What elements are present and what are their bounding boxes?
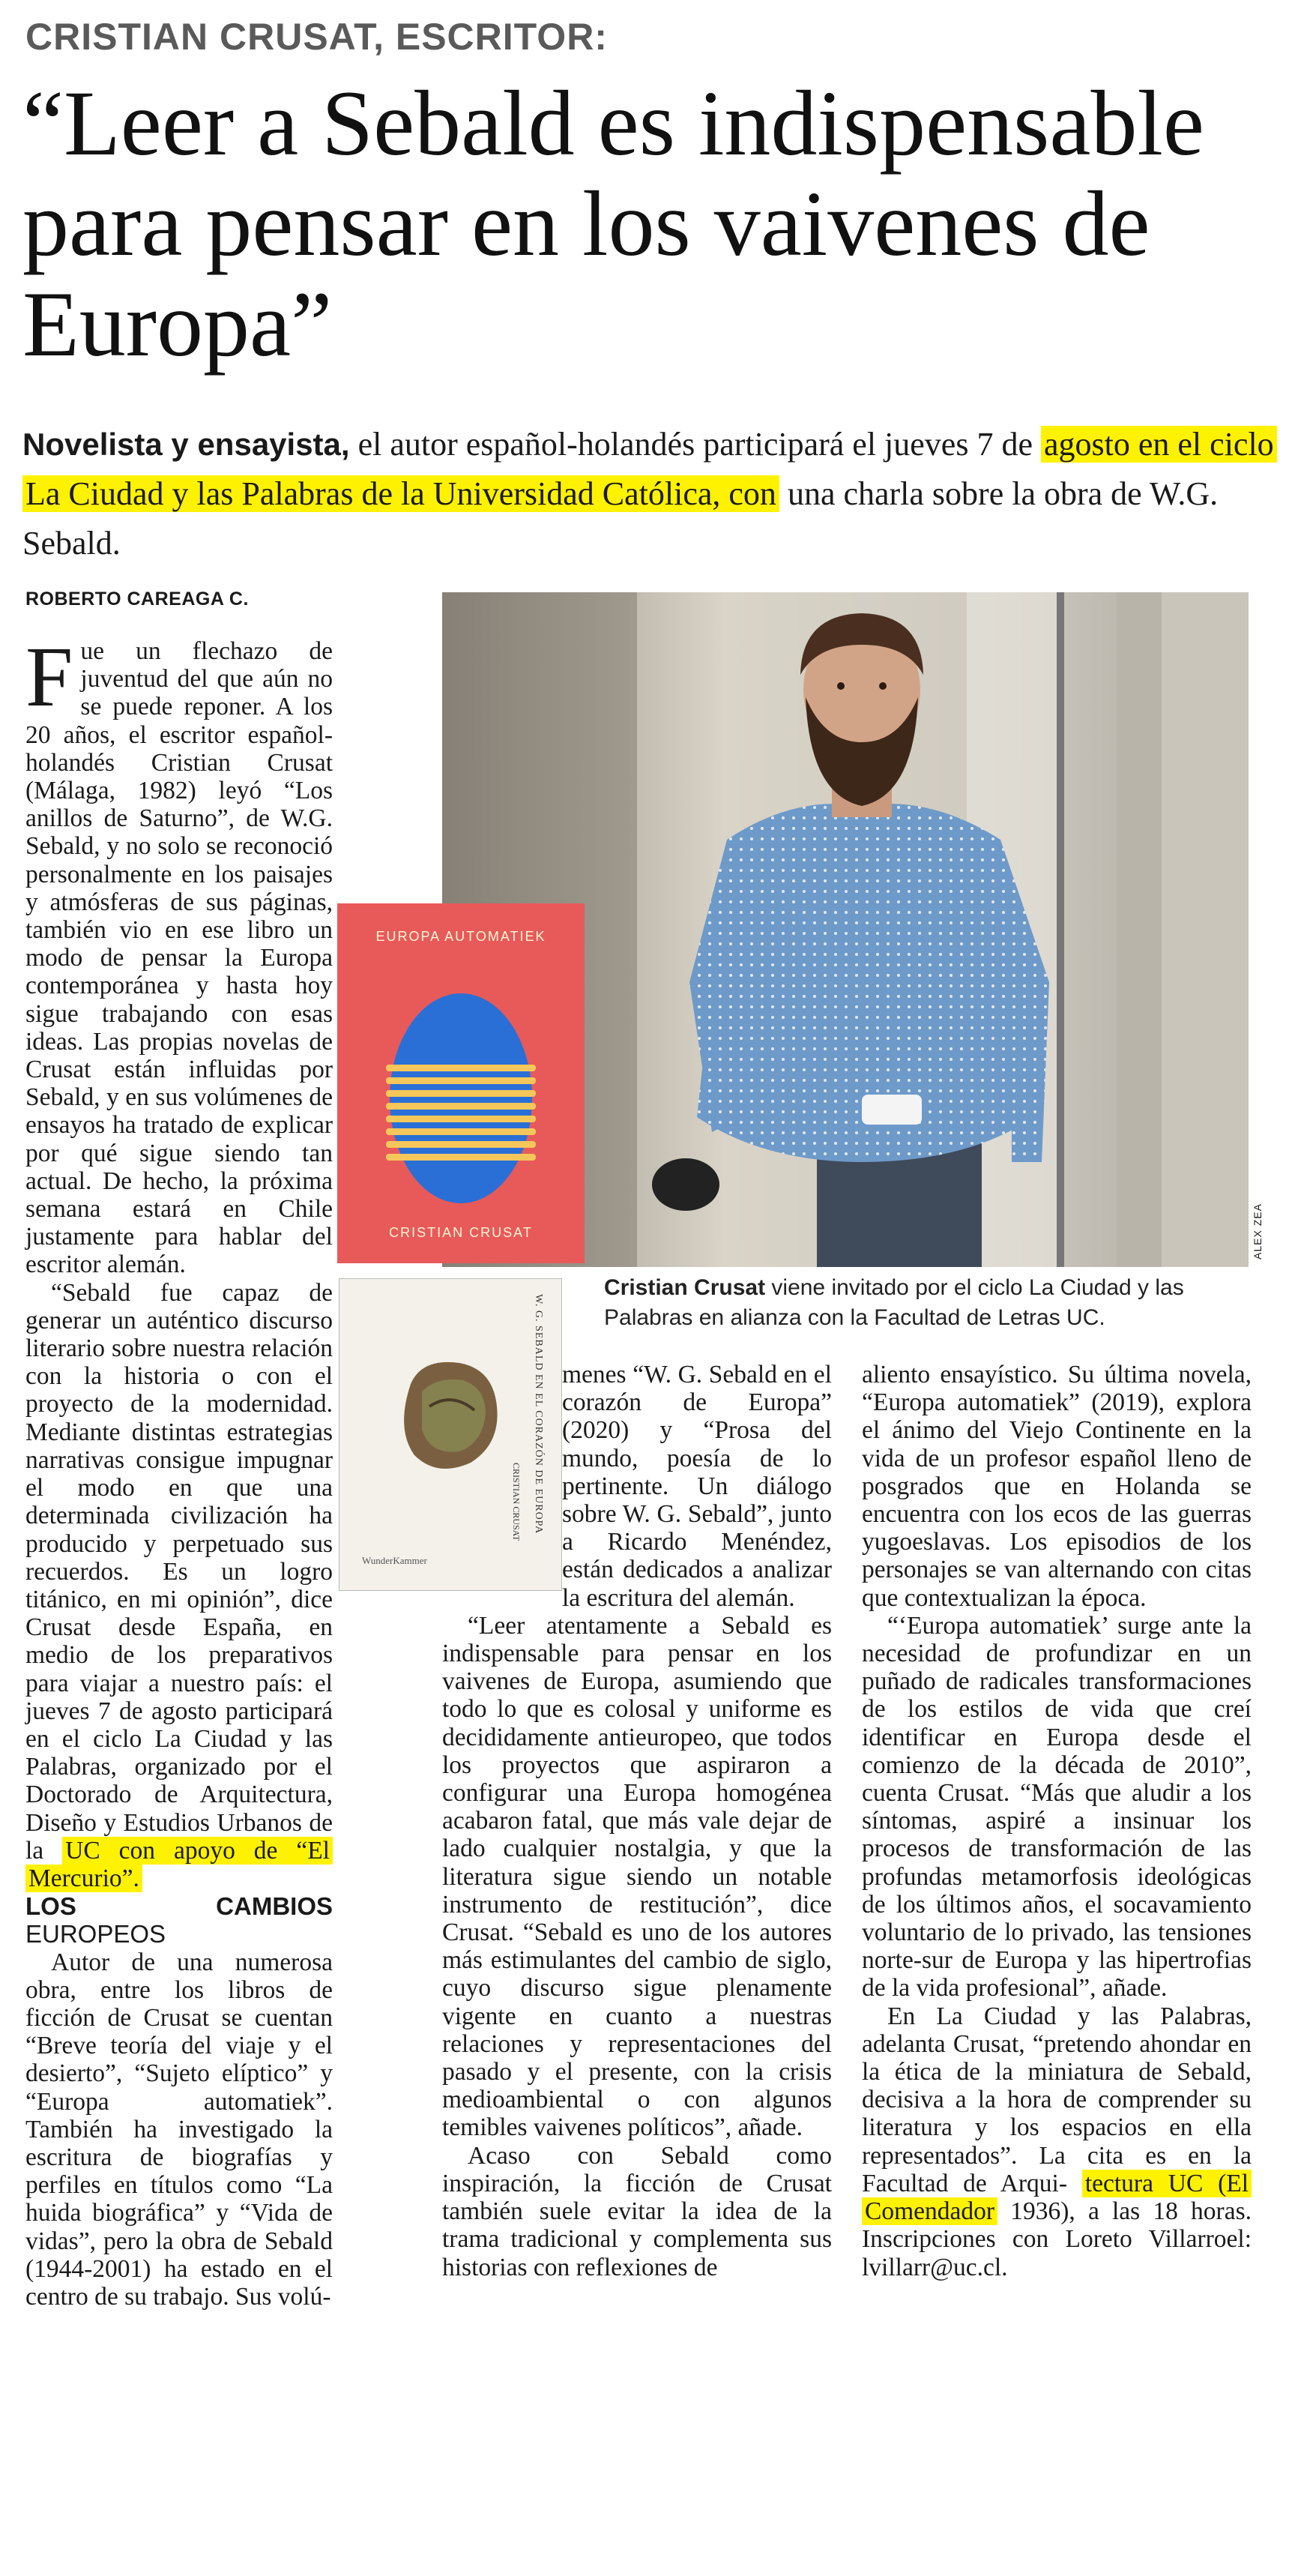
- col1-paragraph-1: ue un flechazo de juventud del que aún no se puede reponer. A los 20 años, el escritor español-holandés Cristian Crusat (Málaga, 1982) leyó “Los anillos de Saturno”, de W.G. Sebald, y no solo se reconoció personalmente en los paisajes y atmósferas de sus páginas, también vio en ese libro un modo de pensar la Europa contemporánea y hasta hoy sigue trabajando con esas ideas. Las propias novelas de Crusat están influidas por Sebald, y en sus volúmenes de ensayos ha tratado de explicar por qué sigue siendo tan actual. De hecho, la próxima semana estará en Chile justamente para hablar del escritor alemán.: [25, 637, 333, 1279]
- column-3: [862, 1361, 1252, 2281]
- book-cover-europa-automatiek: [337, 903, 585, 1263]
- kicker: CRISTIAN CRUSAT, ESCRITOR:: [25, 16, 608, 58]
- book2-author: CRISTIAN CRUSAT: [511, 1463, 522, 1541]
- caption-name: Cristian Crusat: [604, 1275, 766, 1300]
- col1-paragraph-2: “Sebald fue capaz de generar un auténtico discurso literario sobre nuestra relación con la historia o con el proyecto de la modernidad. Mediante distintas estrategias narrativas consigue impugnar el modo en que una determinada civilización ha producido y perpetuado sus recuerdos. Es un logro titánico, en mi opinión”, dice Crusat desde España, en medio de los preparativos para viajar a nuestro país: el jueves 7 de agosto participará en el ciclo La Ciudad y las Palabras, organizado por el Doctorado de Arquitectura, Diseño y Estudios Urbanos de la UC con apoyo de “El Mercurio”.: [25, 1278, 333, 1892]
- headline: “Leer a Sebald es indispensable para pensar en los vaivenes de Europa”: [22, 72, 1204, 376]
- col3-paragraph-3: En La Ciudad y las Palabras, adelanta Crusat, “pretendo ahondar en la ética de la miniatura de Sebald, decisiva a la hora de comprender su literatura y los espacios en ella representados”. La cita es en la Facultad de Arqui- tectura UC (El Comendador 1936), a las 18 horas. Inscripciones con Loreto Villarroel: lvillarr@uc.cl.: [862, 2002, 1252, 2281]
- byline: ROBERTO CAREAGA C.: [25, 589, 249, 610]
- deck-text-end: una charla sobre la obra de W.G. Sebald.: [22, 475, 1219, 562]
- col2-paragraph-3: Acaso con Sebald como inspiración, la ficción de Crusat también suele evitar la idea de la trama tradicional y complementa sus historias con reflexiones de: [442, 2141, 832, 2281]
- dropcap: F: [25, 629, 73, 724]
- col2-paragraph-2: “Leer atentamente a Sebald es indispensable para pensar en los vaivenes de Europa, asumiendo que todo lo que es colosal y uniforme es decididamente antieuropeo, que todos los proyectos que aspiraron a configurar una Europa homogénea acabaron fatal, que más vale dejar de lado cualquier nostalgia, y que la literatura sigue siendo un notable instrumento de restitución”, dice Crusat. “Sebald es uno de los autores más estimulantes del cambio de siglo, cuyo discurso sigue plenamente vigente en cuanto a nuestras relaciones y representaciones del pasado y el presente, con la crisis medioambiental o con algunos temibles vaivenes políticos”, añade.: [442, 1611, 832, 2142]
- column-1-top: [25, 629, 333, 2311]
- deck-lead: Novelista y ensayista,: [22, 427, 350, 462]
- photo-caption: [604, 1273, 1255, 1333]
- deck: [22, 420, 1274, 568]
- book-cover-art: [337, 903, 585, 1263]
- col3-paragraph-2: “‘Europa automatiek’ surge ante la necesidad de profundizar en un puñado de radicales transformaciones de los estilos de vida que creí identificar en Europa desde el comienzo de la década de 2010”, cuenta Crusat. “Más que aludir a los síntomas, aspiré a insinuar los procesos de transformación de las profundas metamorfosis ideológicas de los últimos años, el socavamiento voluntario de lo privado, las tensiones norte-sur de Europa y las hipertrofias de la vida profesional”, añade.: [862, 1611, 1252, 2002]
- book2-spine-title: W. G. SEBALD EN EL CORAZÓN DE EUROPA: [533, 1294, 544, 1535]
- column-2: [442, 1361, 832, 2281]
- deck-highlight: agosto en el ciclo La Ciudad y las Palabras de la Universidad Católica, con: [22, 426, 1277, 512]
- caption-text: viene invitado por el ciclo La Ciudad y las Palabras en alianza con la Facultad de Letras UC.: [604, 1275, 1184, 1330]
- deck-text: el autor español-holandés participará el jueves 7 de: [349, 426, 1033, 463]
- book1-series: EUROPA AUTOMATIEK: [375, 929, 546, 944]
- col2-paragraph-1: menes “W. G. Sebald en el corazón de Europa” (2020) y “Prosa del mundo, poesía de lo pertinente. Un diálogo sobre W. G. Sebald”, junto a Ricardo Menéndez, están dedicados a analizar la escritura del alemán.: [562, 1361, 832, 1612]
- col1-highlight: UC con apoyo de “El Mercurio”.: [25, 1837, 333, 1892]
- subhead: LOS CAMBIOS EUROPEOS: [25, 1892, 333, 1948]
- book1-author: CRISTIAN CRUSAT: [389, 1225, 533, 1240]
- book2-publisher: WunderKammer: [362, 1555, 427, 1566]
- col3-paragraph-1: aliento ensayístico. Su última novela, “Europa automatiek” (2019), explora el ánimo del Viejo Continente en la vida de un profesor español lleno de posgrados que en Holanda se encuentra con los ecos de las guerras yugoeslavas. Los episodios de los personajes se van alternando con citas que contextualizan la época.: [862, 1361, 1252, 1612]
- col3-highlight: tectura UC (El Comendador: [862, 2170, 1252, 2225]
- photo-credit: ALEX ZEA: [1252, 1203, 1264, 1260]
- col1-paragraph-3: Autor de una numerosa obra, entre los libros de ficción de Crusat se cuentan “Breve teoría del viaje y el desierto”, “Sujeto elíptico” y “Europa automatiek”. También ha investigado la escritura de biografías y perfiles en títulos como “La huida biográfica” y “Vida de vidas”, pero la obra de Sebald (1944-2001) ha estado en el centro de su trabajo. Sus volú-: [25, 1948, 333, 2311]
